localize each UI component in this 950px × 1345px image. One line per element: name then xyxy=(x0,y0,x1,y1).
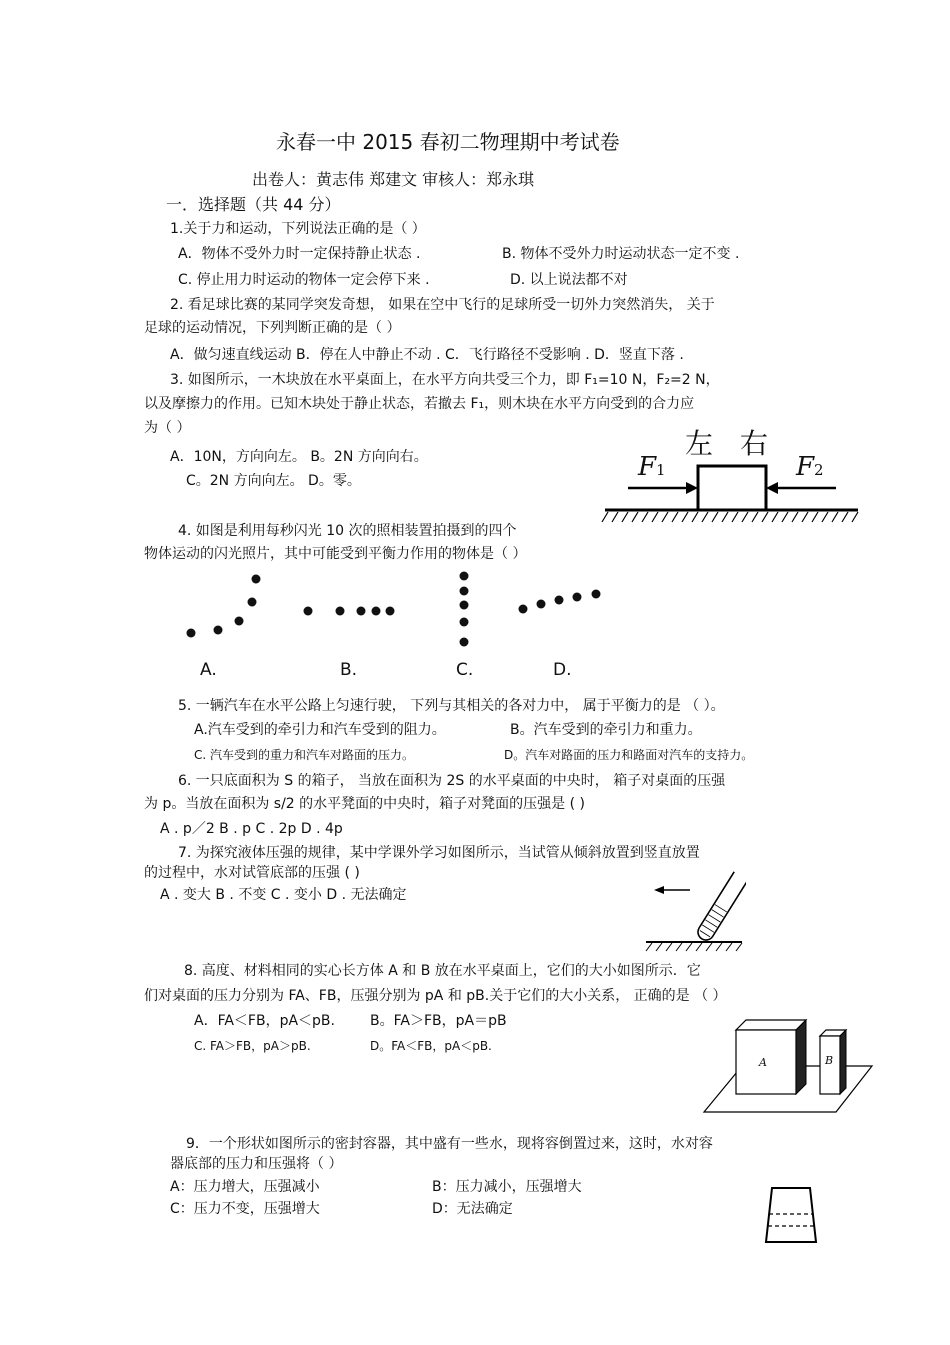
q4-label-b: B. xyxy=(340,660,358,680)
q1-option-a: A．物体不受外力时一定保持静止状态 . xyxy=(178,246,421,262)
q4-label-a: A. xyxy=(200,660,217,680)
q8-option-a: A．FA＜FB，pA＜pB. xyxy=(194,1013,335,1029)
q3-stem-line3: 为（ ） xyxy=(144,420,191,436)
q9-stem-line1: 9．一个形状如图所示的密封容器，其中盛有一些水，现将容倒置过来，这时，水对容 xyxy=(186,1136,713,1152)
page-title: 永春一中 2015 春初二物理期中考试卷 xyxy=(276,130,620,154)
q7-stem-line1: 7. 为探究液体压强的规律，某中学课外学习如图所示，当试管从倾斜放置到竖直放置 xyxy=(178,845,700,861)
q7-stem-line2: 的过程中，水对试管底部的压强 ( ) xyxy=(144,865,360,881)
q8-fig-label-b: B xyxy=(825,1054,834,1067)
q5-option-d: D。汽车对路面的压力和路面对汽车的支持力。 xyxy=(504,748,754,762)
q9-option-d: D：无法确定 xyxy=(432,1201,513,1217)
q2-options: A．做匀速直线运动 B．停在人中静止不动 . C．飞行路径不受影响 . D．竖直下落 . xyxy=(170,347,684,363)
q3-stem-line2: 以及摩擦力的作用。已知木块处于静止状态，若撤去 F₁，则木块在水平方向受到的合力应 xyxy=(144,396,695,412)
q3-stem-line1: 3. 如图所示，一木块放在水平桌面上，在水平方向共受三个力，即 F₁=10 N，F₂=2 N， xyxy=(170,372,720,388)
q2-stem-line2: 足球的运动情况，下列判断正确的是（ ） xyxy=(144,320,401,336)
q8-option-d: D。FA＜FB，pA＜pB. xyxy=(370,1039,492,1053)
q6-stem-line1: 6. 一只底面积为 S 的箱子， 当放在面积为 2S 的水平桌面的中央时， 箱子对桌面的压强 xyxy=(178,773,726,789)
q4-label-d: D. xyxy=(553,660,572,680)
q8-option-c: C. FA＞FB，pA＞pB. xyxy=(194,1039,311,1053)
q9-option-b: B：压力减小，压强增大 xyxy=(432,1179,582,1195)
q7-test-tube-figure xyxy=(642,862,746,954)
q8-stem-line2: 们对桌面的压力分别为 FA、FB，压强分别为 pA 和 pB.关于它们的大小关系， 正确的是 （ ） xyxy=(144,988,727,1004)
q8-option-b: B。FA＞FB，pA＝pB xyxy=(370,1013,507,1029)
q7-test-tube-diagram xyxy=(642,862,746,954)
q8-fig-label-a: A xyxy=(759,1056,767,1069)
q1-stem: 1.关于力和运动，下列说法正确的是（ ） xyxy=(170,221,426,237)
q4-stem-line1: 4. 如图是利用每秒闪光 10 次的照相装置拍摄到的四个 xyxy=(178,523,517,539)
q6-stem-line2: 为 p。当放在面积为 s/2 的水平凳面的中央时，箱子对凳面的压强是 ( ) xyxy=(144,796,585,812)
section-heading: 一．选择题（共 44 分） xyxy=(166,195,341,214)
q5-option-c: C. 汽车受到的重力和汽车对路面的压力。 xyxy=(194,748,415,762)
q4-label-c: C. xyxy=(456,660,474,680)
q9-option-a: A：压力增大，压强减小 xyxy=(170,1179,320,1195)
q5-option-b: B。汽车受到的牵引力和重力。 xyxy=(510,722,702,738)
q1-option-b: B. 物体不受外力时运动状态一定不变 . xyxy=(502,246,740,262)
q5-stem: 5. 一辆汽车在水平公路上匀速行驶， 下列与其相关的各对力中， 属于平衡力的是 （ ）。 xyxy=(178,698,725,714)
wood-block xyxy=(698,466,766,510)
q1-option-c: C. 停止用力时运动的物体一定会停下来 . xyxy=(178,272,430,288)
q1-option-d: D. 以上说法都不对 xyxy=(510,272,628,288)
q3-fig-left-label: 左 xyxy=(685,427,714,460)
q3-options-cd: C。2N 方向向左。 D。零。 xyxy=(186,473,361,489)
q4-flash-photos xyxy=(178,566,608,684)
q9-option-c: C：压力不变，压强增大 xyxy=(170,1201,320,1217)
q8-blocks-diagram xyxy=(702,1010,874,1116)
q6-options: A . p／2 B . p C . 2p D . 4p xyxy=(160,821,343,837)
q4-stem-line2: 物体运动的闪光照片，其中可能受到平衡力作用的物体是（ ） xyxy=(144,546,527,562)
q3-fig-right-label: 右 xyxy=(740,427,769,460)
q2-stem-line1: 2. 看足球比赛的某同学突发奇想， 如果在空中飞行的足球所受一切外力突然消失， 关于 xyxy=(170,297,715,313)
q7-options: A . 变大 B . 不变 C . 变小 D . 无法确定 xyxy=(160,887,407,903)
q8-stem-line1: 8. 高度、材料相同的实心长方体 A 和 B 放在水平桌面上，它们的大小如图所示．它 xyxy=(184,963,701,979)
q5-option-a: A.汽车受到的牵引力和汽车受到的阻力。 xyxy=(194,722,446,738)
q9-stem-line2: 器底部的压力和压强将（ ） xyxy=(170,1156,343,1172)
q3-options-ab: A．10N，方向向左。 B。2N 方向向右。 xyxy=(170,449,428,465)
q9-container-figure xyxy=(762,1182,820,1246)
q3-fig-f1-label: F1 xyxy=(638,452,666,482)
q4-dots-diagram xyxy=(178,566,608,684)
q9-container-diagram xyxy=(762,1182,820,1246)
q3-fig-f2-label: F2 xyxy=(796,452,824,482)
q8-blocks-figure xyxy=(702,1010,874,1116)
authors-line: 出卷人：黄志伟 郑建文 审核人：郑永琪 xyxy=(252,170,535,189)
